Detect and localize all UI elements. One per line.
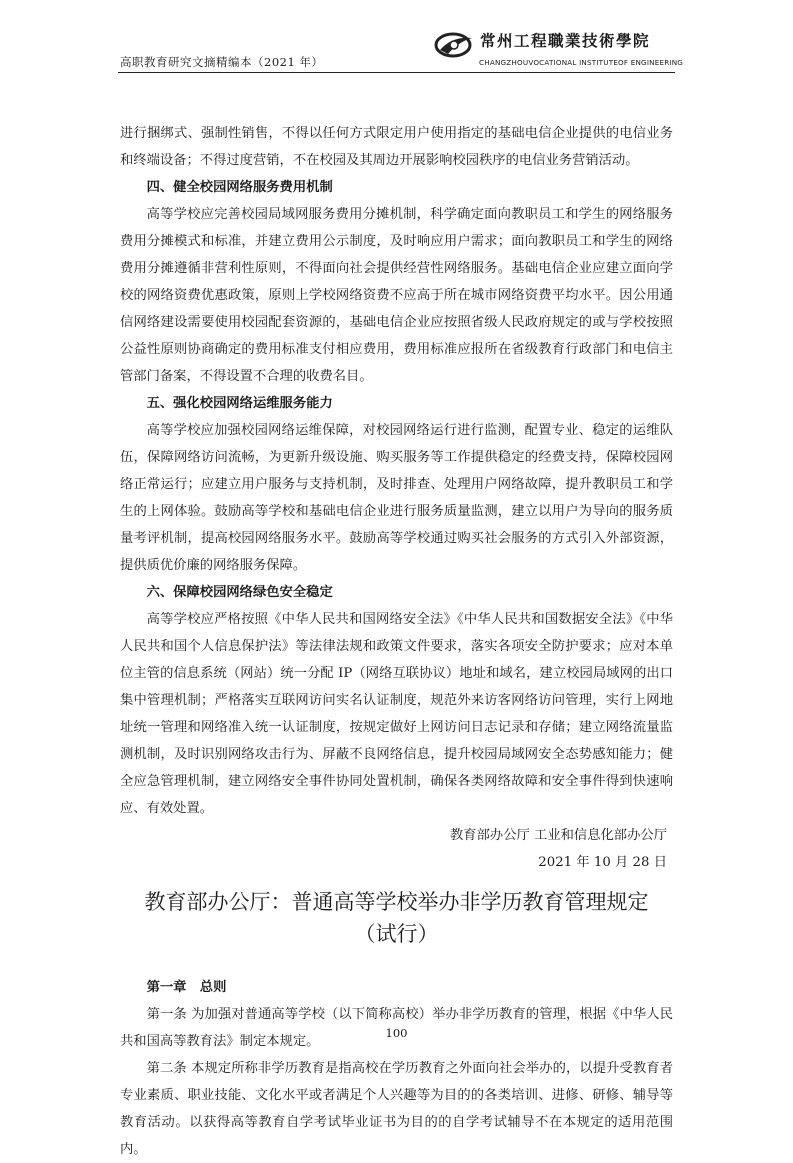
title-line-1: 教育部办公厅：普通高等学校举办非学历教育管理规定 <box>144 890 649 914</box>
section-heading-6: 六、保障校园网络绿色安全稳定 <box>146 585 333 600</box>
title-line-2: （试行） <box>354 922 439 946</box>
header-divider <box>118 72 675 73</box>
paragraph-continuation: 进行捆绑式、强制性销售，不得以任何方式限定用户使用指定的基础电信企业提供的电信业务和终端设备；不得过度营销，不在校园及其周边开展影响校园秩序的电信业务营销活动。 <box>120 126 673 168</box>
page-header <box>118 26 684 76</box>
article-1: 第一条 为加强对普通高等学校（以下简称高校）举办非学历教育的管理，根据《中华人民共和国高等教育法》制定本规定。 <box>120 1007 673 1049</box>
school-logo-icon <box>434 30 474 60</box>
document-title <box>120 886 673 950</box>
paragraph-fee-mechanism: 高等学校应完善校园局域网服务费用分摊机制，科学确定面向教职员工和学生的网络服务费用分摊模式和标准，并建立费用公示制度，及时响应用户需求；面向教职员工和学生的网络费用分摊遵循非营利性原则，不得面向社会提供经营性网络服务。基础电信企业应建立面向学校的网络资费优惠政策，原则上学校网络资费不应高于所在城市网络资费平均水平。因公用通信网络建设需要使用校园配套资源的，基础电信企业应按照省级人民政府规定的或与学校按照公益性原则协商确定的费用标准支付相应费用，费用标准应报所在省级教育行政部门和电信主管部门备案，不得设置不合理的收费名目。 <box>120 207 673 384</box>
school-name-cn: 常州工程職業技術學院 <box>480 32 651 50</box>
section-heading-4: 四、健全校园网络服务费用机制 <box>146 180 333 195</box>
paragraph-operations: 高等学校应加强校园网络运维保障，对校园网络运行进行监测，配置专业、稳定的运维队伍，保障网络访问流畅，为更新升级设施、购买服务等工作提供稳定的经费支持，保障校园网络正常运行；应建立用户服务与支持机制，及时排查、处理用户网络故障，提升教职员工和学生的上网体验。鼓励高等学校和基础电信企业进行服务质量监测，建立以用户为导向的服务质量考评机制，提高校园网络服务水平。鼓励高等学校通过购买社会服务的方式引入外部资源，提供质优价廉的网络服务保障。 <box>120 423 673 573</box>
paragraph-security: 高等学校应严格按照《中华人民共和国网络安全法》《中华人民共和国数据安全法》《中华人民共和国个人信息保护法》等法律法规和政策文件要求，落实各项安全防护要求；应对本单位主管的信息系统（网站）统一分配 IP（网络互联协议）地址和域名，建立校园局域网的出口集中管理机制；严格落实互联网访问实名认证制度，规范外来访客网络访问管理，实行上网地址统一管理和网络准入统一认证制度，按规定做好上网访问日志记录和存储；建立网络流量监测机制，及时识别网络攻击行为、屏蔽不良网络信息，提升校园局域网安全态势感知能力；健全应急管理机制，建立网络安全事件协同处置机制，确保各类网络故障和安全事件得到快速响应、有效处置。 <box>120 612 673 816</box>
page-number: 100 <box>385 1026 408 1040</box>
signature-date: 2021 年 10 月 28 日 <box>538 855 667 870</box>
section-heading-5: 五、强化校园网络运维服务能力 <box>146 396 333 411</box>
signature-org: 教育部办公厅 工业和信息化部办公厅 <box>450 828 667 843</box>
article-2: 第二条 本规定所称非学历教育是指高校在学历教育之外面向社会举办的，以提升受教育者专业素质、职业技能、文化水平或者满足个人兴趣等为目的的各类培训、进修、研修、辅导等教育活动。以获得高等教育自学考试毕业证书为目的的自学考试辅导不在本规定的适用范围内。 <box>120 1061 673 1157</box>
school-name-en: CHANGZHOUVOCATIONAL INSTITUTEOF ENGINEERING <box>479 58 684 67</box>
running-title: 高职教育研究文摘精编本（2021 年） <box>120 55 324 69</box>
chapter-heading: 第一章 总则 <box>146 980 227 995</box>
document-body <box>120 120 673 1163</box>
